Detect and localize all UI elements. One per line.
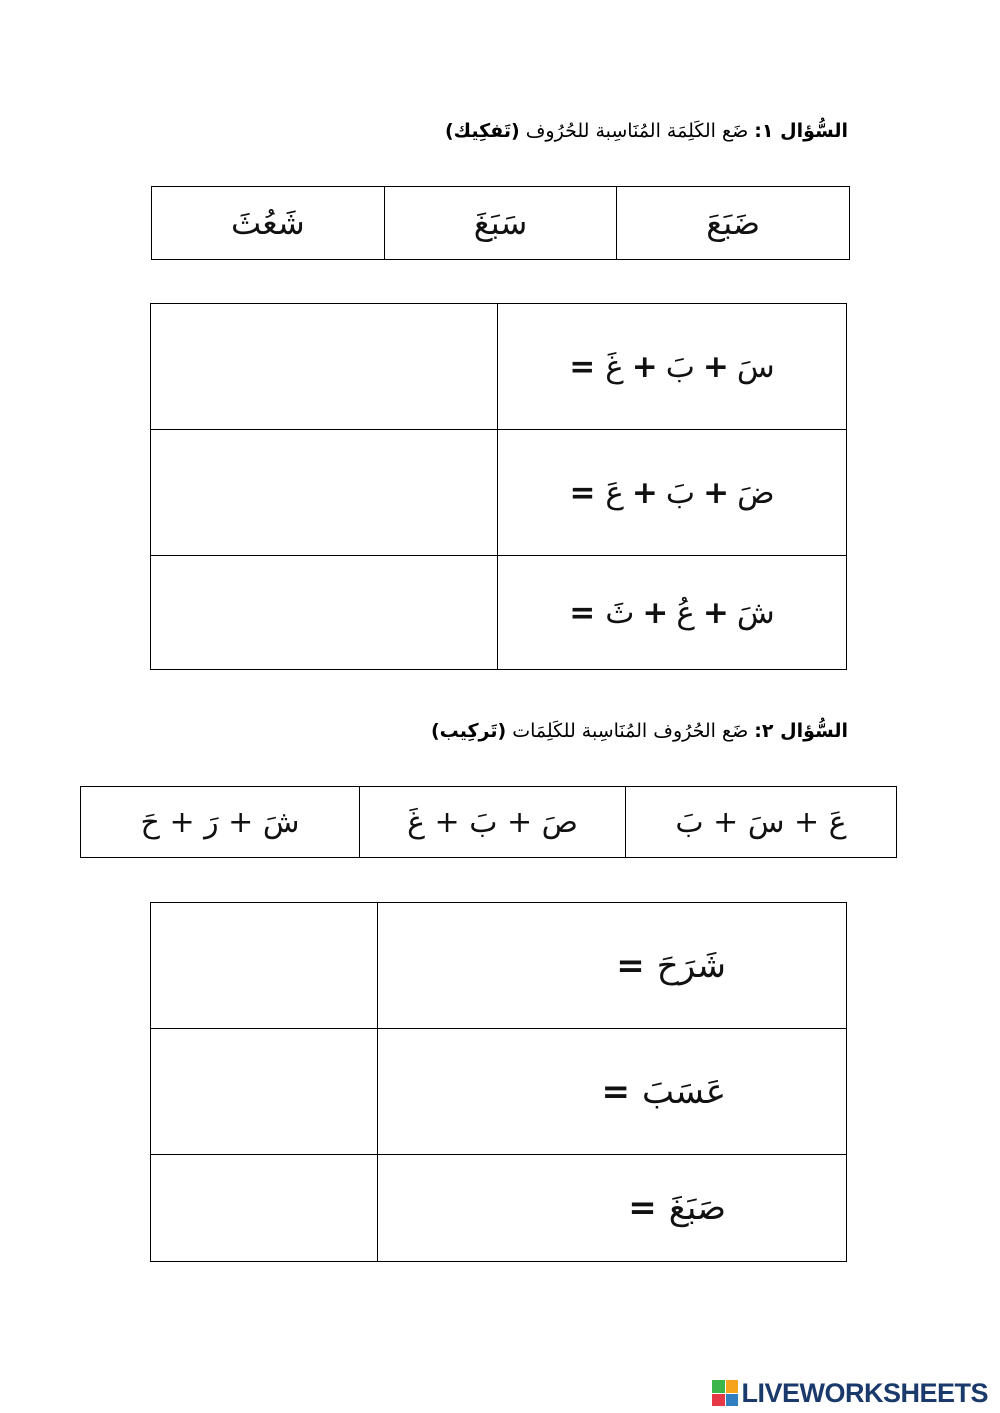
question-2-label: السُّؤال ٢: — [754, 720, 848, 742]
answer-drop-zone[interactable] — [151, 304, 498, 430]
question-1-heading — [445, 120, 848, 142]
letters-expression: شَ+عُ+ثَ= — [498, 556, 847, 670]
table-row — [151, 430, 847, 556]
answer-drop-zone[interactable] — [151, 1155, 378, 1262]
word-bank-1-cell[interactable]: شَعُثَ — [152, 187, 385, 260]
letter-bank-2-cell[interactable]: شَ + رَ + حَ — [81, 787, 360, 858]
liveworksheets-mark-icon — [712, 1380, 738, 1406]
compose-table — [150, 902, 847, 1262]
table-row — [151, 304, 847, 430]
word-bank-1 — [151, 186, 850, 260]
liveworksheets-logo — [712, 1378, 988, 1408]
letter-bank-2-cell[interactable]: صَ + بَ + غَ — [360, 787, 626, 858]
word-expression: عَسَبَ= — [378, 1029, 847, 1155]
letter-bank-2 — [80, 786, 897, 858]
table-row — [151, 556, 847, 670]
decompose-table — [150, 303, 847, 670]
word-expression: صَبَغَ= — [378, 1155, 847, 1262]
question-1-text: ضَع الكَلِمَة المُنَاسِبة للحُرُوف — [519, 120, 755, 142]
logo-square — [712, 1380, 725, 1393]
answer-drop-zone[interactable] — [151, 1029, 378, 1155]
question-2-text: ضَع الحُرُوف المُنَاسِبة للكَلِمَات — [506, 720, 755, 742]
letters-expression: ضَ+بَ+عَ= — [498, 430, 847, 556]
table-row — [151, 903, 847, 1029]
answer-drop-zone[interactable] — [151, 556, 498, 670]
logo-square — [726, 1394, 739, 1407]
question-2-tag: (تَركِيب) — [430, 720, 507, 742]
word-bank-1-cell[interactable]: ضَبَعَ — [617, 187, 850, 260]
answer-drop-zone[interactable] — [151, 430, 498, 556]
liveworksheets-wordmark: LIVEWORKSHEETS — [741, 1377, 988, 1408]
letter-bank-2-cell[interactable]: عَ + سَ + بَ — [626, 787, 897, 858]
logo-square — [726, 1380, 739, 1393]
word-expression: شَرَحَ= — [378, 903, 847, 1029]
letters-expression: سَ+بَ+غَ= — [498, 304, 847, 430]
question-1-label: السُّؤال ١: — [754, 120, 848, 142]
question-1-tag: (تَفكِيك) — [445, 120, 520, 142]
answer-drop-zone[interactable] — [151, 903, 378, 1029]
word-bank-1-cell[interactable]: سَبَغَ — [384, 187, 617, 260]
table-row — [151, 1029, 847, 1155]
logo-square — [712, 1394, 725, 1407]
question-2-heading — [431, 720, 848, 742]
table-row — [151, 1155, 847, 1262]
